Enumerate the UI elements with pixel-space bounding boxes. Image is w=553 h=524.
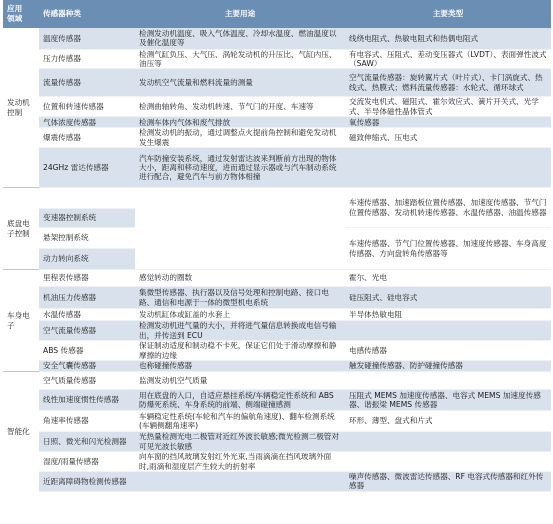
main-use-cell: 监测发动机空气质量 [135,372,345,390]
domain-cell: 车身电 子 [3,270,39,372]
sensor-type-cell: 水温传感器 [39,309,135,321]
main-use-cell: 检测发动机的振动，通过调整点火提前角控制和避免发动机发生爆震 [135,128,345,148]
sensor-type-cell: 温度传感器 [39,28,135,49]
sensor-type-cell: 湿度/雨量传感器 [39,452,135,472]
table-row [3,69,551,97]
sensor-type-cell: 动力转向系统 [39,249,135,270]
table-row [3,471,551,491]
main-use-cell: 检测曲轴转角、发动机转速、节气门的开度、车速等 [135,97,345,117]
main-kind-cell: 交流发电机式、磁阻式、霍尔效应式、簧片开关式、光学式、半导体磁性晶体管式 [345,97,551,117]
table-header-row [3,0,551,28]
sensor-table [3,0,551,492]
table-row [3,309,551,321]
main-use-cell: 集微型传感器、执行器以及信号处理和控制电路、接口电路、通信和电源于一体的微型机电系统 [135,287,345,309]
table-row [3,117,551,128]
domain-cell: 智能化 [3,372,39,492]
main-kind-cell: 空气流量传感器：旋转翼片式（叶片式）、卡门涡旋式、热线式、热膜式；燃料流量传感器：水轮式、循环球式 [345,69,551,97]
main-use-cell: 汽车防撞安装系统，通过发射雷达波来判断前方出现的物体大小，距离和移动速度，进而通过显示器或与汽车制动系统进行配合，避免汽车与前方物体相撞 [135,148,345,188]
sensor-type-cell: 位置和转速传感器 [39,97,135,117]
main-use-cell: 感觉转动的圈数 [135,270,345,287]
table-row [3,341,551,361]
main-kind-cell: 压阻式 MEMS 加速度传感器、电容式 MEMS 加速度传感器、谐振梁 MEMS 传感器 [345,390,551,411]
main-use-cell: 保证制动适度和制动稳不卡死，保证它们处于滑动摩擦和静摩擦的边缘 [135,341,345,361]
sensor-type-cell: ABS 传感器 [39,341,135,361]
main-kind-cell [345,432,551,452]
main-use-cell: 检测发动机进气量的大小，并将进气量信息转换成电信号输出，并传送到 ECU [135,321,345,341]
main-use-cell: 发动机空气流量和燃料流量的测量 [135,69,345,97]
table-row [3,432,551,452]
table-row [3,188,551,209]
main-kind-cell: 有电容式、压阻式、差动变压器式（LVDT）、表面弹性波式（SAW） [345,49,551,69]
main-kind-cell: 噪声传感器、微波雷达传感器、RF 电容式传感器和红外传感器 [345,471,551,491]
header-domain-text: 应用 领域 [7,4,23,23]
main-use-cell: 检测车体内气体和废气排放 [135,117,345,128]
sensor-type-cell: 变速器控制系统 [39,209,135,228]
table-row [3,28,551,49]
domain-cell: 底盘电 子控制 [3,188,39,270]
sensor-type-cell: 空气质量传感器 [39,372,135,390]
main-kind-cell [345,148,551,188]
sensor-type-cell: 压力传感器 [39,49,135,69]
table-row [3,390,551,411]
table-row [3,452,551,472]
main-use-cell [135,188,345,270]
main-kind-cell: 霍尔、光电 [345,270,551,287]
main-kind-cell: 电感传感器 [345,341,551,361]
sensor-type-cell: 机油压力传感器 [39,287,135,309]
main-kind-cell: 线绕电阻式、热敏电阻式和热偶电阻式 [345,28,551,49]
main-kind-cell: 环形、薄型、盘式和片式 [345,411,551,432]
header-sensor-type: 传感器种类 [39,0,135,28]
sensor-type-cell: 里程表传感器 [39,270,135,287]
sensor-type-cell: 线性加速度惯性传感器 [39,390,135,411]
main-use-cell: 向车窗的挡风玻璃发射红外光束,当雨滴滴在挡风玻璃外面时,雨滴和湿度层产生较大的折射率 [135,452,345,472]
main-kind-cell: 车速传感器、加速踏板位置传感器、加速度传感器、节气门位置传感器、发动机转速传感器、水温传感器、油温传感器 [345,188,551,228]
header-domain [3,0,39,28]
table-row [3,148,551,188]
main-use-cell: 光热量检测光电二极管对近红外波长敏感;微光检测二极管对可见光波长敏感 [135,432,345,452]
main-kind-cell [345,372,551,390]
main-use-cell: 检测发动机温度、吸入气体温度、冷却水温度、燃油温度以及催化温度等 [135,28,345,49]
table-row [3,97,551,117]
header-main-kind: 主要类型 [345,0,551,28]
table-row [3,321,551,341]
table-row [3,49,551,69]
main-kind-cell: 氧传感器 [345,117,551,128]
main-use-cell: 检测气缸负压、大气压、涡轮发动机的升压比、气缸内压、油压等 [135,49,345,69]
sensor-type-cell: 流量传感器 [39,69,135,97]
sensor-type-cell: 日照、微光和闪光检测器 [39,432,135,452]
main-kind-cell: 触发碰撞传感器、防护碰撞传感器 [345,361,551,372]
header-main-use: 主要用途 [135,0,345,28]
table-row [3,411,551,432]
sensor-type-cell: 安全气囊传感器 [39,361,135,372]
main-kind-cell: 磁致伸缩式、压电式 [345,128,551,148]
main-kind-cell [345,321,551,341]
main-kind-cell [345,452,551,472]
sensor-type-cell: 爆震传感器 [39,128,135,148]
table-row [3,128,551,148]
main-use-cell: 也称碰撞传感器 [135,361,345,372]
sensor-type-cell: 气体浓度传感器 [39,117,135,128]
domain-cell: 发动机 控制 [3,28,39,188]
main-use-cell: 用在底盘的入口，自适应悬挂系统/车辆稳定性系统和 ABS 防爆死系统、车身系统的前端、侧端碰撞感测 [135,390,345,411]
sensor-type-cell: 24GHz 雷达传感器 [39,148,135,188]
table-row [3,361,551,372]
main-kind-cell: 硅压阻式、硅电容式 [345,287,551,309]
sensor-type-cell: 空气流量传感器 [39,321,135,341]
main-use-cell [135,471,345,491]
sensor-type-cell [39,188,135,209]
sensor-type-cell: 悬架控制系统 [39,228,135,249]
table-body [3,28,551,491]
table-row [3,372,551,390]
table-row [3,270,551,287]
main-use-cell: 发动机缸体或缸盖的水套上 [135,309,345,321]
main-use-cell: 车辆稳定性系统(车轮和汽车的偏航角速度)、翻车检测系统(车辆侧翻角速率) [135,411,345,432]
sensor-type-cell: 近距离障碍物检测传感器 [39,471,135,491]
table-row [3,287,551,309]
sensor-type-cell: 角速率传感器 [39,411,135,432]
main-kind-cell: 半导体热敏电阻 [345,309,551,321]
main-kind-cell: 车速传感器、节气门位置传感器、加速度传感器、车身高度传感器、方向盘转角传感器等 [345,228,551,270]
